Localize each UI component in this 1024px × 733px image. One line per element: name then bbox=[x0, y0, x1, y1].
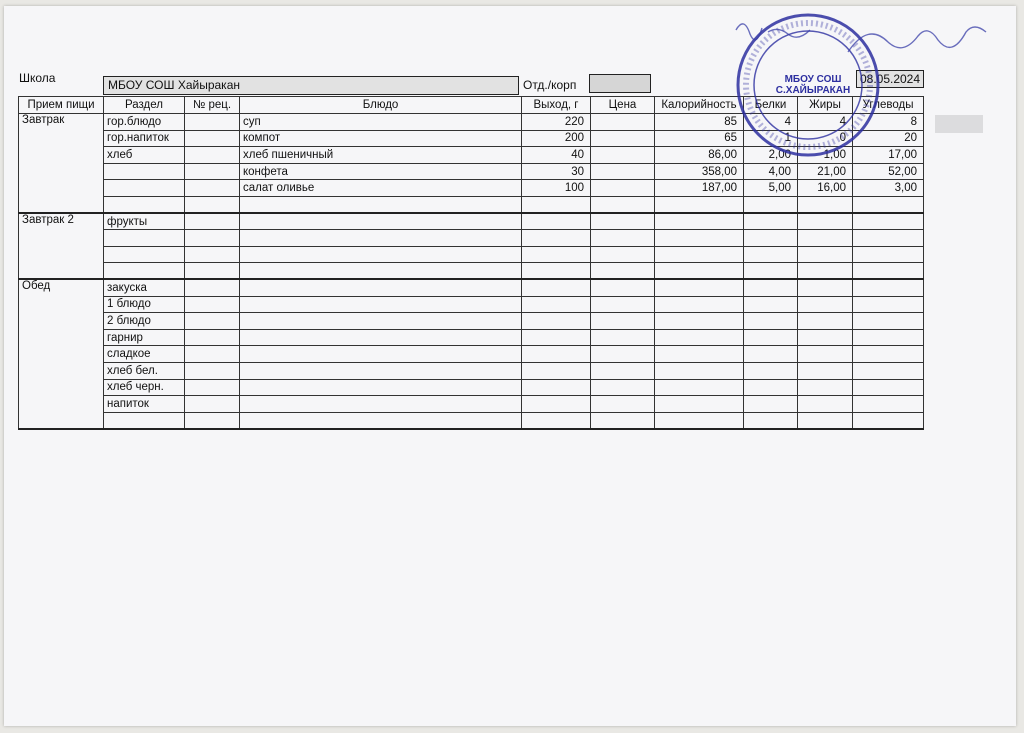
cell-yield: 100 bbox=[522, 180, 591, 197]
cell-carbs: 52,00 bbox=[853, 163, 924, 180]
cell-carbs: 3,00 bbox=[853, 180, 924, 197]
cell-section: напиток bbox=[104, 396, 185, 413]
cell-section: гор.напиток bbox=[104, 130, 185, 147]
dept-label: Отд./корп bbox=[523, 78, 577, 92]
cell-protein: 5,00 bbox=[744, 180, 798, 197]
cell-carbs: 17,00 bbox=[853, 147, 924, 164]
table-row bbox=[19, 163, 924, 180]
date-field: 08.05.2024 bbox=[856, 70, 924, 88]
table-row bbox=[19, 296, 924, 313]
meal-lunch: Обед bbox=[19, 279, 104, 428]
table-row bbox=[19, 313, 924, 330]
cell-section: закуска bbox=[104, 279, 185, 296]
cell-section bbox=[104, 180, 185, 197]
cell-section: фрукты bbox=[104, 213, 185, 230]
cell-yield: 40 bbox=[522, 147, 591, 164]
cell-section: хлеб bbox=[104, 147, 185, 164]
cell-carbs: 8 bbox=[853, 114, 924, 131]
col-dish: Блюдо bbox=[240, 97, 522, 114]
signature-icon bbox=[728, 12, 1008, 82]
table-row bbox=[19, 263, 924, 280]
cell-kcal: 65 bbox=[655, 130, 744, 147]
cell-dish: компот bbox=[240, 130, 522, 147]
col-protein: Белки bbox=[744, 97, 798, 114]
col-section: Раздел bbox=[104, 97, 185, 114]
cell-kcal: 85 bbox=[655, 114, 744, 131]
cell-dish: суп bbox=[240, 114, 522, 131]
cell-fat: 16,00 bbox=[798, 180, 853, 197]
cell-section: хлеб черн. bbox=[104, 379, 185, 396]
smudge bbox=[935, 115, 983, 133]
table-row bbox=[19, 196, 924, 213]
cell-section: хлеб бел. bbox=[104, 362, 185, 379]
cell-section: сладкое bbox=[104, 346, 185, 363]
cell-protein: 2,00 bbox=[744, 147, 798, 164]
cell-section: гарнир bbox=[104, 329, 185, 346]
cell-kcal: 358,00 bbox=[655, 163, 744, 180]
cell-kcal: 86,00 bbox=[655, 147, 744, 164]
cell-section: 2 блюдо bbox=[104, 313, 185, 330]
table-row bbox=[19, 329, 924, 346]
cell-yield: 200 bbox=[522, 130, 591, 147]
table-row bbox=[19, 180, 924, 197]
cell-fat: 1,00 bbox=[798, 147, 853, 164]
meal-breakfast-2: Завтрак 2 bbox=[19, 213, 104, 279]
cell-fat: 0 bbox=[798, 130, 853, 147]
school-label: Школа bbox=[19, 71, 56, 85]
cell-carbs: 20 bbox=[853, 130, 924, 147]
cell-yield: 30 bbox=[522, 163, 591, 180]
cell-section: 1 блюдо bbox=[104, 296, 185, 313]
table-row bbox=[19, 213, 924, 230]
table-row bbox=[19, 412, 924, 429]
table-row bbox=[19, 379, 924, 396]
cell-yield: 220 bbox=[522, 114, 591, 131]
col-meal: Прием пищи bbox=[19, 97, 104, 114]
col-price: Цена bbox=[591, 97, 655, 114]
col-fat: Жиры bbox=[798, 97, 853, 114]
table-row bbox=[19, 346, 924, 363]
cell-protein: 4 bbox=[744, 114, 798, 131]
table-row bbox=[19, 279, 924, 296]
table-row bbox=[19, 362, 924, 379]
stamp-text: МБОУ СОШ С.ХАЙЫРАКАН bbox=[775, 74, 851, 96]
col-carbs: Углеводы bbox=[853, 97, 924, 114]
table-row bbox=[19, 246, 924, 263]
meal-breakfast: Завтрак bbox=[19, 114, 104, 214]
school-name-field: МБОУ СОШ Хайыракан bbox=[103, 76, 519, 95]
table-row bbox=[19, 230, 924, 247]
table-row bbox=[19, 396, 924, 413]
cell-protein: 4,00 bbox=[744, 163, 798, 180]
col-kcal: Калорийность bbox=[655, 97, 744, 114]
cell-dish: хлеб пшеничный bbox=[240, 147, 522, 164]
col-yield: Выход, г bbox=[522, 97, 591, 114]
cell-protein: 1 bbox=[744, 130, 798, 147]
cell-dish: салат оливье bbox=[240, 180, 522, 197]
cell-fat: 21,00 bbox=[798, 163, 853, 180]
dept-field bbox=[589, 74, 651, 93]
col-recipe: № рец. bbox=[185, 97, 240, 114]
cell-section bbox=[104, 163, 185, 180]
cell-kcal: 187,00 bbox=[655, 180, 744, 197]
cell-fat: 4 bbox=[798, 114, 853, 131]
cell-section: гор.блюдо bbox=[104, 114, 185, 131]
cell-dish: конфета bbox=[240, 163, 522, 180]
